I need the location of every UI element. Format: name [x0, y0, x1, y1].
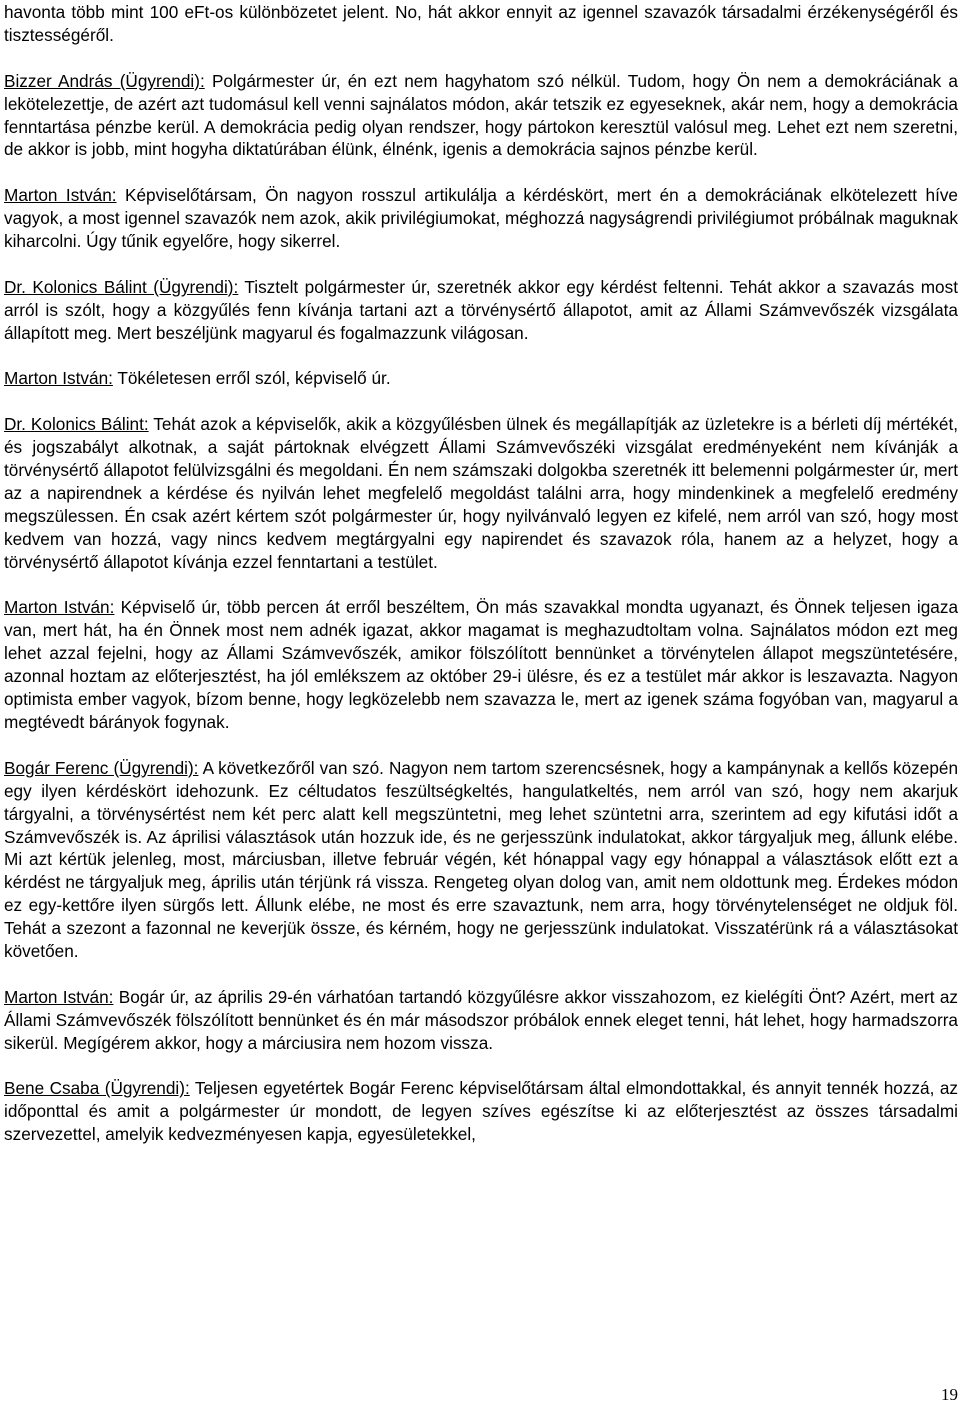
paragraph-text: Polgármester úr, én ezt nem hagyhatom szó nélkül. Tudom, hogy Ön nem a demokráciának a lekötelezettje, de azért azt tudomásul kell venni sajnálatos módon, akár tetszik ez egyeseknek, akár nem, hogy a demokrácia fenntartása pénzbe kerül. A demokrácia pedig olyan rendszer, hogy pártokon keresztül valósul meg. Lehet ezt nem szeretni, de akkor is jobb, mint hogyha diktatúrában élünk, élnénk, igenis a demokrácia sajnos pénzbe kerül.	[4, 70, 958, 160]
speaker-name: Dr. Kolonics Bálint:	[4, 414, 149, 435]
paragraph-marton	[4, 184, 958, 253]
speaker-name: Bizzer András (Ügyrendi):	[4, 70, 205, 91]
paragraph-bizzer	[4, 70, 958, 162]
paragraph-text: havonta több mint 100 eFt-os különbözetet jelent. No, hát akkor ennyit az igennel szavazók társadalmi érzékenységéről és tisztességéről.	[4, 2, 958, 45]
paragraph-text: Bogár úr, az április 29-én várhatóan tartandó közgyűlésre akkor visszahozom, ez kielégíti Önt? Azért, mert az Állami Számvevőszék fölszólított bennünket és én már másodszor próbálok ennek eleget tenni, hát lehet, hogy harmadszorra sikerül. Megígérem akkor, hogy a márciusira nem hozom vissza.	[4, 986, 958, 1053]
speaker-name: Bogár Ferenc (Ügyrendi):	[4, 757, 199, 778]
paragraph-text: Tehát azok a képviselők, akik a közgyűlésben ülnek és megállapítják az üzletekre is a bérleti díj mértékét, és jogszabályt alkotnak, a saját pártoknak elvégzett Állami Számvevőszéki vizsgálat eredményeként nem kívánják a törvénysértő állapotot felülvizsgálni és megoldani. Én nem számszaki dolgokba szeretnék itt belemenni polgármester úr, mert az a napirendnek a kérdése és nyilván lehet megfelelő megoldást találni arra, hogy mindenkinek a megfelelő eredmény megszülessen. Én csak azért kértem szót polgármester úr, hogy nyilvánvaló legyen ez kifelé, nem arról van szó, hogy most kedvem van hozzá, vagy nincs kedvem megtárgyalni egy napirendet és szavazok róla, hanem az a helyzet, hogy a törvénysértő állapotot kívánja ezzel fenntartani a testület.	[4, 414, 958, 572]
paragraph-kolonics	[4, 276, 958, 345]
speaker-name: Dr. Kolonics Bálint (Ügyrendi):	[4, 276, 239, 297]
paragraph-text: Képviselő úr, több percen át erről beszéltem, Ön más szavakkal mondta ugyanazt, és Önnek teljesen igaza van, mert hát, ha én Önnek most nem adnék igazat, akkor magamat is meghazudtoltam volna. Sajnálatos módon ezt meg lehet azzal fejelni, hogy az Állami Számvevőszék, amikor fölszólított bennünket a törvénytelen állapot megszüntetésére, azonnal hoztam az előterjesztést, ha jól emlékszem az október 29-i ülésre, és ez a testület már akkor is leszavazta. Nagyon optimista ember vagyok, bízom benne, hogy legközelebb nem szavazza le, mert az igenek száma fogyóban van, magyarul a megtévedt bárányok fogynak.	[4, 597, 959, 732]
paragraph-text: Teljesen egyetértek Bogár Ferenc képviselőtársam által elmondottakkal, és annyit tennék hozzá, az időponttal és amit a polgármester úr mondott, de legyen szíves egészítse ki az előterjesztést az összes társadalmi szervezettel, amelyik kedvezményesen kapja, egyesületekkel,	[4, 1078, 958, 1145]
paragraph-kolonics	[4, 413, 958, 573]
minutes-text	[4, 1, 958, 1169]
paragraph-bene	[4, 1077, 958, 1146]
paragraph-text: A következőről van szó. Nagyon nem tartom szerencsésnek, hogy a kampánynak a kellős közepén egy ilyen kérdéskört idehozunk. Ez céltudatos feszültségkeltés, hangulatkeltés, nem arról van szó, hogy nem akarjuk tárgyalni, a törvénysértést nem két perc alatt kell megszüntetni, meg lehet szüntetni arra, szerintem ad egy kifutási időt a Számvevőszék is. Az áprilisi választások után hozzuk ide, és ne gerjesszünk indulatokat, akkor tárgyaljuk meg, állunk elébe. Mi azt kértük jelenleg, most, márciusban, illetve február végén, két hónappal vagy egy hónappal a választások előtt ezt a kérdést ne tárgyaljuk meg, április után térjünk rá vissza. Rengeteg olyan dolog van, amit nem oldottunk meg. Érdekes módon ez egy-kettőre ilyen sürgős lett. Állunk elébe, ne most és erre szavaztunk, nem arra, hogy törvénytelenséget ne oldjuk föl. Tehát a szezont a fazonnal ne keverjük össze, és kérném, hogy ne gerjesszünk indulatokat. Visszatérünk rá a választásokat követően.	[4, 757, 958, 962]
speaker-name: Marton István:	[4, 185, 117, 206]
paragraph-marton	[4, 986, 958, 1055]
paragraph-text: Tökéletesen erről szól, képviselő úr.	[112, 368, 391, 389]
speaker-name: Marton István:	[4, 368, 113, 389]
paragraph-bogar	[4, 757, 958, 963]
speaker-name: Marton István:	[4, 597, 115, 618]
speaker-name: Bene Csaba (Ügyrendi):	[4, 1078, 190, 1099]
speaker-name: Marton István:	[4, 986, 114, 1007]
page-number: 19	[941, 1385, 958, 1404]
paragraph-marton	[4, 367, 958, 390]
paragraph-continuation	[4, 1, 958, 47]
paragraph-text: Képviselőtársam, Ön nagyon rosszul artikulálja a kérdéskört, mert én a demokráciának elkötelezett híve vagyok, a most igennel szavazók nem azok, akik privilégiumokat, méghozzá nagyságrendi privilégiumot próbálnak maguknak kiharcolni. Úgy tűnik egyelőre, hogy sikerrel.	[4, 185, 958, 252]
paragraph-marton	[4, 596, 958, 733]
paragraph-text: Tisztelt polgármester úr, szeretnék akkor egy kérdést feltenni. Tehát akkor a szavazás most arról is szólt, hogy a közgyűlés fenn kívánja tartani azt a törvénysértő állapotot, amit az Állami Számvevőszék vizsgálata állapított meg. Mert beszéljünk magyarul és fogalmazzunk világosan.	[4, 276, 958, 343]
